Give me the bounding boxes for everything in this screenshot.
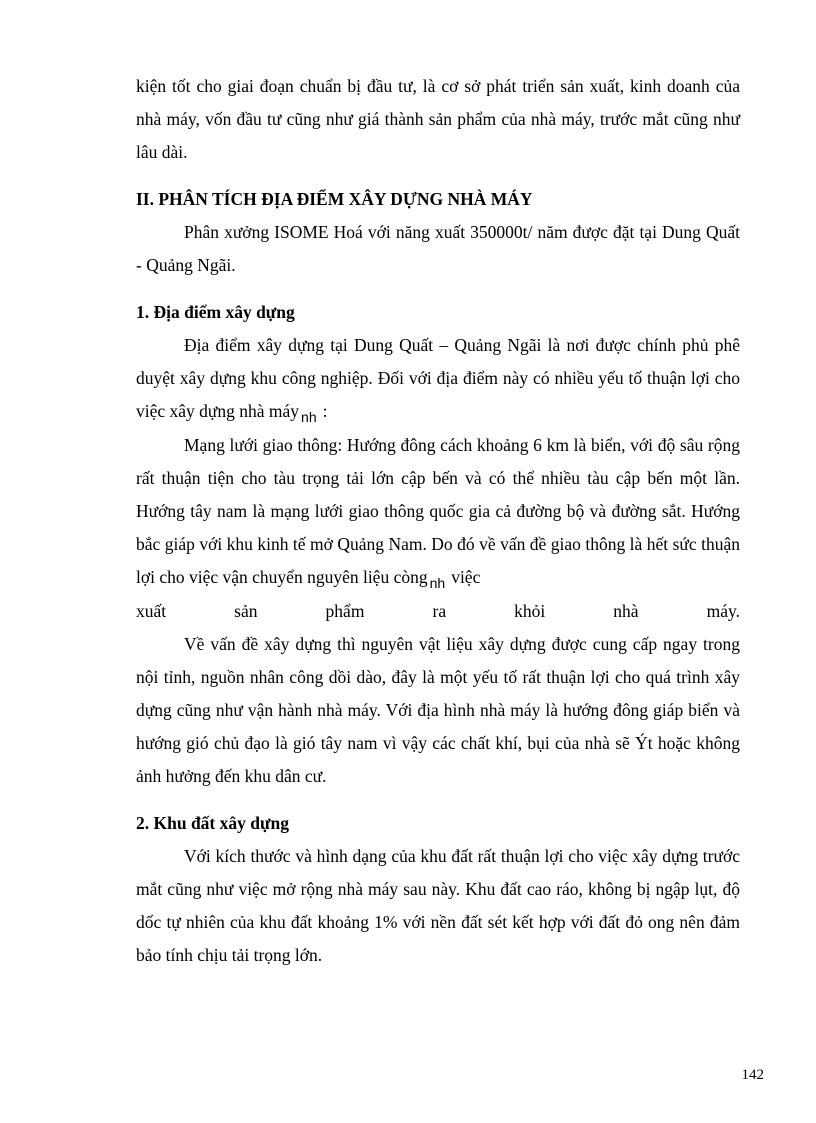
paragraph-transport-text: Mạng lưới giao thông: Hướng đông cách khoảng 6 km là biển, với độ sâu rộng rất thuận tiện cho tàu trọng tải lớn cập bến và có thể nhiều tàu cập bến một lần. Hướng tây nam là mạng lưới giao thông quốc gia cả đường bộ và đường sắt. Hướng bắc giáp với khu kinh tế mở Quảng Nam. Do đó về vấn đề giao thông là hết sức thuận lợi cho việc vận chuyển nguyên liệu còng [136,435,740,587]
paragraph-location-description [136,329,740,429]
paragraph-transport-continuation: xuất sản phẩm ra khỏi nhà máy. [136,601,740,621]
paragraph-workshop-location: Phân xưởng ISOME Hoá với năng xuất 350000t/ năm được đặt tại Dung Quất - Quảng Ngãi. [136,222,740,275]
paragraph-transport-network [136,429,740,595]
paragraph-construction-materials: Về vấn đề xây dựng thì nguyên vật liệu xây dựng được cung cấp ngay trong nội tỉnh, nguồn nhân công dồi dào, đây là một yếu tố rất thuận lợi cho quá trình xây dựng cũng như vận hành nhà máy. Với địa hình nhà máy là hướng đông giáp biển và hướng gió chủ đạo là gió tây nam vì vậy các chất khí, bụi của nhà sẽ Ýt hoặc không ảnh hưởng đến khu dân cư. [136,634,740,786]
subscript-fragment: nh [429,575,446,591]
document-page [136,70,740,972]
paragraph-transport-tail: việc [451,567,481,587]
paragraph-land-description: Với kích thước và hình dạng của khu đất rất thuận lợi cho việc xây dựng trước mắt cũng như việc mở rộng nhà máy sau này. Khu đất cao ráo, không bị ngập lụt, độ dốc tự nhiên của khu đất khoảng 1% với nền đất sét kết hợp với đất đỏ ong nên đảm bảo tính chịu tải trọng lớn. [136,846,740,965]
subscript-fragment: nh [301,409,317,425]
paragraph-intro: kiện tốt cho giai đoạn chuẩn bị đầu tư, là cơ sở phát triển sản xuất, kinh doanh của nhà máy, vốn đầu tư cũng như giá thành sản phẩm của nhà máy, trước mắt cũng như lâu dài. [136,76,740,162]
section-heading-site-analysis: II. PHÂN TÍCH ĐỊA ĐIỂM XÂY DỰNG NHÀ MÁY [136,189,533,209]
subsection-heading-location: 1. Địa điểm xây dựng [136,302,295,322]
page-number: 142 [741,1067,764,1083]
paragraph-location-text: Địa điểm xây dựng tại Dung Quất – Quảng Ngãi là nơi được chính phủ phê duyệt xây dựng khu công nghiệp. Đối với địa điểm này có nhiều yếu tố thuận lợi cho việc xây dựng nhà máy [136,335,740,421]
subsection-heading-land: 2. Khu đất xây dựng [136,813,289,833]
paragraph-location-colon: : [322,401,328,421]
